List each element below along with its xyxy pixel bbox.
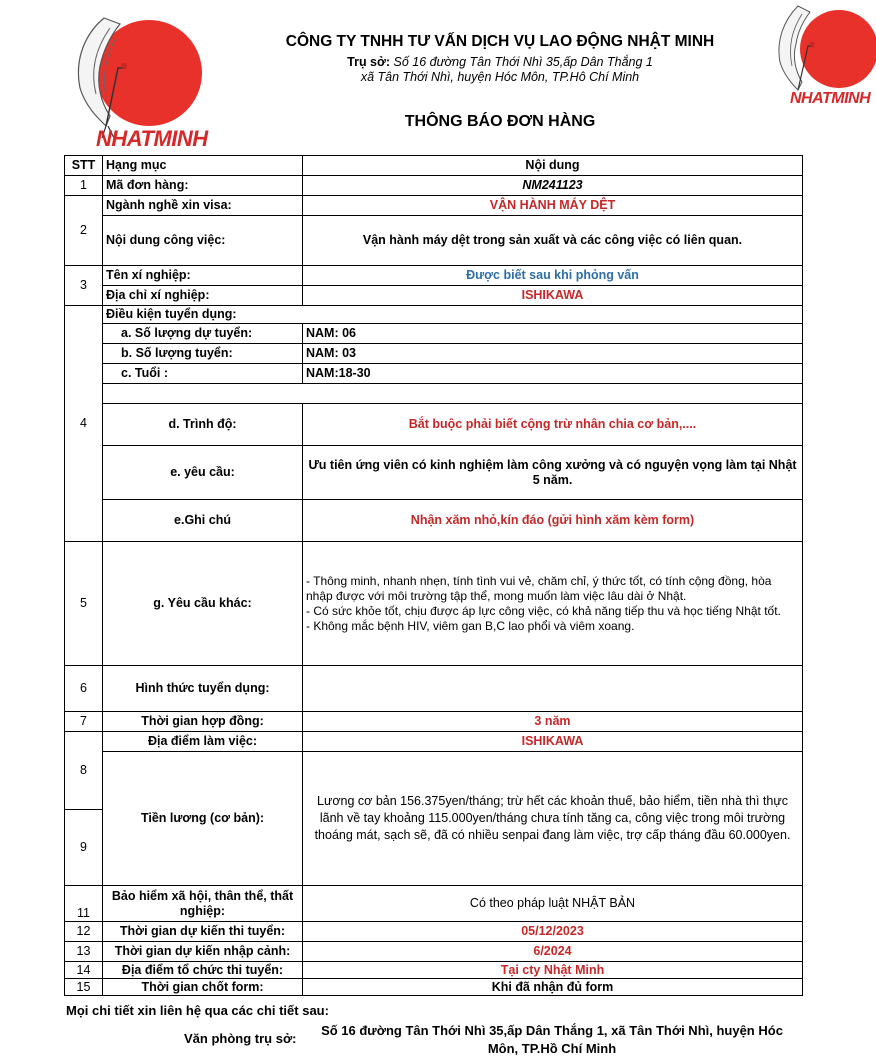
office-label: Văn phòng trụ sở: [184, 1031, 297, 1046]
document-title: THÔNG BÁO ĐƠN HÀNG [404, 113, 596, 130]
requirement-line: - Có sức khỏe tốt, chịu được áp lực công việc, có khả năng tiếp thu và học tiếng Nhật tốt. [306, 603, 781, 618]
recruit-form-label: Hình thức tuyển dụng: [103, 666, 303, 712]
table-row [65, 666, 803, 712]
company-address-value: ISHIKAWA [303, 286, 803, 306]
applicant-count-label: a. Số lượng dự tuyển: [103, 324, 303, 344]
col-stt-header: STT [65, 156, 103, 176]
address-text-1: Số 16 đường Tân Thới Nhì 35,ấp Dân Thắng 1 [393, 55, 653, 69]
table-row [65, 344, 803, 364]
brand-name: NHATMINH [96, 126, 208, 151]
table-row [65, 922, 803, 942]
table-row [65, 500, 803, 542]
exam-date-label: Thời gian dự kiến thi tuyển: [103, 922, 303, 942]
requirement-label: e. yêu cầu: [103, 446, 303, 500]
table-row [65, 306, 803, 324]
table-row [65, 979, 803, 996]
table-row [65, 286, 803, 306]
table-row [65, 404, 803, 446]
requirement-value: Ưu tiên ứng viên có kinh nghiệm làm công xưởng và có nguyện vọng làm tại Nhật 5 năm. [303, 446, 803, 500]
row-number: 6 [65, 666, 103, 712]
insurance-value: Có theo pháp luật NHẬT BẢN [303, 886, 803, 922]
table-row [65, 962, 803, 979]
table-row [65, 324, 803, 344]
row-number: 3 [65, 266, 103, 306]
age-value: NAM:18-30 [303, 364, 803, 384]
table-row [65, 384, 803, 404]
letterhead [230, 33, 770, 84]
address-line-1 [230, 55, 770, 69]
form-deadline-value: Khi đã nhận đủ form [303, 979, 803, 996]
company-name-value: Được biết sau khi phỏng vấn [303, 266, 803, 286]
address-label: Trụ sở: [347, 55, 391, 69]
row-number: 13 [65, 942, 103, 962]
company-name: CÔNG TY TNHH TƯ VẤN DỊCH VỤ LAO ĐỘNG NHẬT MINH [285, 33, 715, 50]
visa-job-value: VẬN HÀNH MÁY DỆT [303, 196, 803, 216]
table-row [65, 542, 803, 666]
row-number: 15 [65, 979, 103, 996]
table-row [65, 196, 803, 216]
education-label: d. Trình độ: [103, 404, 303, 446]
other-requirements-value [303, 542, 803, 666]
job-content-label: Nội dung công việc: [103, 216, 303, 266]
row-number: 2 [65, 196, 103, 266]
row-number: 11 [65, 886, 103, 922]
requirement-line: - Không mắc bệnh HIV, viêm gan B,C lao phổi và viêm xoang. [306, 618, 635, 633]
col-content-header: Nội dung [303, 156, 803, 176]
table-row [65, 752, 803, 810]
entry-date-label: Thời gian dự kiến nhập cảnh: [103, 942, 303, 962]
crane-icon [66, 8, 176, 138]
company-logo-left [66, 8, 206, 153]
table-row [65, 266, 803, 286]
order-table [64, 155, 803, 996]
row-number: 7 [65, 712, 103, 732]
salary-label: Tiền lương (cơ bản): [103, 752, 303, 886]
row-number: 4 [65, 306, 103, 542]
table-row [65, 364, 803, 384]
education-value: Bắt buộc phải biết cộng trừ nhân chia cơ bản,.... [303, 404, 803, 446]
form-deadline-label: Thời gian chốt form: [103, 979, 303, 996]
applicant-count-value: NAM: 06 [303, 324, 803, 344]
row-number: 14 [65, 962, 103, 979]
table-row [65, 732, 803, 752]
visa-job-label: Ngành nghề xin visa: [103, 196, 303, 216]
insurance-label: Bảo hiểm xã hội, thân thể, thất nghiệp: [103, 886, 303, 922]
exam-location-value: Tại cty Nhật Minh [303, 962, 803, 979]
contract-term-label: Thời gian hợp đồng: [103, 712, 303, 732]
entry-date-value: 6/2024 [303, 942, 803, 962]
contract-term-value: 3 năm [303, 712, 803, 732]
recruit-conditions-heading: Điều kiện tuyển dụng: [103, 306, 803, 324]
exam-date-value: 05/12/2023 [303, 922, 803, 942]
exam-location-label: Địa điểm tổ chức thi tuyển: [103, 962, 303, 979]
note-value: Nhận xăm nhỏ,kín đáo (gửi hình xăm kèm form) [303, 500, 803, 542]
row-number: 12 [65, 922, 103, 942]
hire-count-label: b. Số lượng tuyển: [103, 344, 303, 364]
table-row [65, 446, 803, 500]
col-item-header: Hạng mục [103, 156, 303, 176]
row-number: 9 [65, 810, 103, 886]
note-label: e.Ghi chú [103, 500, 303, 542]
table-row [65, 886, 803, 922]
order-code-value: NM241123 [303, 176, 803, 196]
workplace-label: Địa điểm làm việc: [103, 732, 303, 752]
row-number: 5 [65, 542, 103, 666]
salary-value: Lương cơ bản 156.375yen/tháng; trừ hết các khoản thuế, bảo hiểm, tiền nhà thì thực lãnh về tay khoảng 115.000yen/tháng chưa tính tăng ca, công việc trong môi trường thoáng mát, sạch sẽ, đã có nhiều senpai đang làm việc, trợ cấp tháng đầu 60.000yen. [303, 752, 803, 886]
contact-heading: Mọi chi tiết xin liên hệ qua các chi tiết sau: [66, 1003, 329, 1018]
workplace-value: ISHIKAWA [303, 732, 803, 752]
table-header-row [65, 156, 803, 176]
company-name-label: Tên xí nghiệp: [103, 266, 303, 286]
brand-name: NHATMINH [790, 90, 871, 107]
recruit-form-value [303, 666, 803, 712]
table-row [65, 942, 803, 962]
other-requirements-label: g. Yêu cầu khác: [103, 542, 303, 666]
table-row [65, 712, 803, 732]
company-logo-right [770, 0, 876, 110]
table-row [65, 176, 803, 196]
blank-cell [103, 384, 803, 404]
address-line-2: xã Tân Thới Nhì, huyện Hóc Môn, TP.Hô Chí Minh [360, 70, 640, 84]
company-address-label: Địa chỉ xí nghiệp: [103, 286, 303, 306]
age-label: c. Tuổi : [103, 364, 303, 384]
table-row [65, 216, 803, 266]
job-content-value: Vận hành máy dệt trong sản xuất và các công việc có liên quan. [303, 216, 803, 266]
hire-count-value: NAM: 03 [303, 344, 803, 364]
crane-icon [770, 0, 850, 100]
row-number: 8 [65, 732, 103, 810]
office-address: Số 16 đường Tân Thới Nhì 35,ấp Dân Thắng 1, xã Tân Thới Nhì, huyện Hóc Môn, TP.Hồ Chí Minh [321, 1023, 783, 1056]
requirement-line: - Thông minh, nhanh nhẹn, tính tình vui vẻ, chăm chỉ, ý thức tốt, có tính cộng đồng, hòa nhập được với môi trường tập thể, mong muốn làm việc lâu dài ở Nhật. [306, 573, 772, 603]
order-code-label: Mã đơn hàng: [103, 176, 303, 196]
row-number: 1 [65, 176, 103, 196]
